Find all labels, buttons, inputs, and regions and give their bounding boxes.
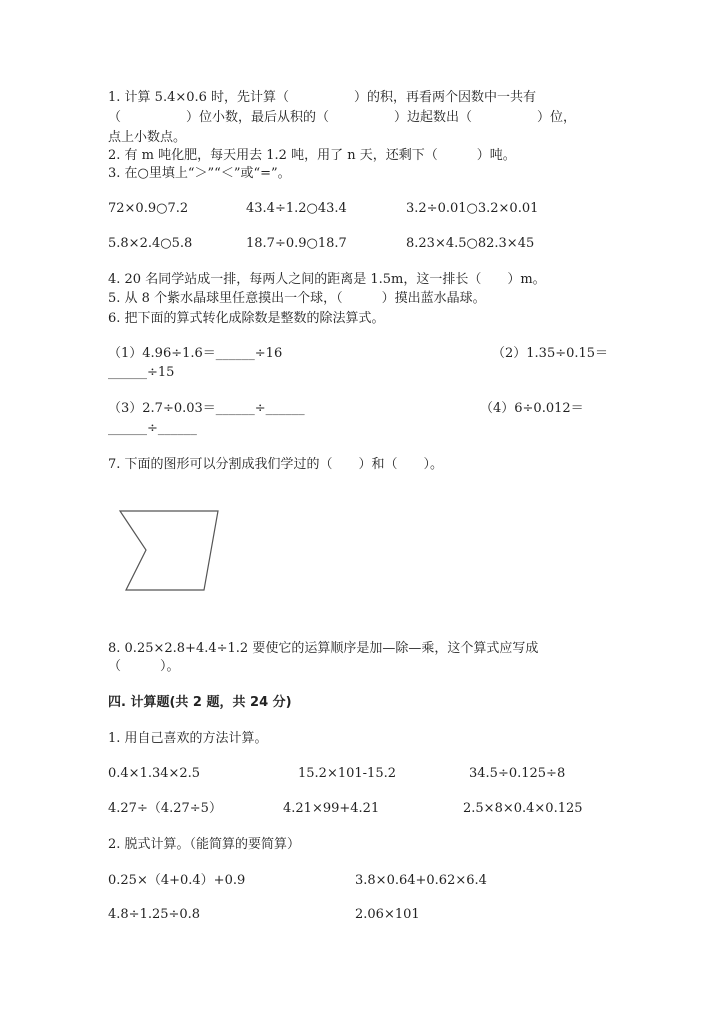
q3-r1-c2: 43.4÷1.2○43.4 bbox=[246, 201, 347, 216]
s2-r2-c2: 2.06×101 bbox=[355, 907, 420, 922]
q7-text: 7. 下面的图形可以分割成我们学过的（ ）和（ ）。 bbox=[108, 457, 444, 472]
q3-r2-c1: 5.8×2.4○5.8 bbox=[108, 236, 193, 251]
section4-heading: 四. 计算题(共 2 题，共 24 分) bbox=[108, 695, 292, 710]
q3-r1-c1: 72×0.9○7.2 bbox=[108, 201, 189, 216]
q1-line2: （ ）位小数，最后从积的（ ）边起数出（ ）位， bbox=[108, 110, 577, 125]
q1-line1: 1. 计算 5.4×0.6 时，先计算（ ）的积，再看两个因数中一共有 bbox=[108, 90, 537, 105]
s2-title: 2. 脱式计算。（能简算的要简算） bbox=[108, 837, 301, 852]
q7-polygon bbox=[120, 511, 218, 590]
s1-r2-c2: 4.21×99+4.21 bbox=[283, 801, 380, 816]
q3-r2-c3: 8.23×4.5○82.3×45 bbox=[406, 236, 535, 251]
q1-line3: 点上小数点。 bbox=[108, 130, 187, 145]
q2-text: 2. 有 m 吨化肥，每天用去 1.2 吨，用了 n 天，还剩下（ ）吨。 bbox=[108, 148, 516, 163]
s2-r1-c2: 3.8×0.64+0.62×6.4 bbox=[355, 873, 487, 888]
q6-part2: （2）1.35÷0.15＝ bbox=[492, 346, 609, 361]
q6-part2-cont: ______÷15 bbox=[108, 365, 175, 380]
q3-title: 3. 在○里填上“＞”“＜”或“=”。 bbox=[108, 166, 291, 181]
q3-r1-c3: 3.2÷0.01○3.2×0.01 bbox=[406, 201, 539, 216]
s2-r2-c1: 4.8÷1.25÷0.8 bbox=[108, 907, 201, 922]
q6-title: 6. 把下面的算式转化成除数是整数的除法算式。 bbox=[108, 311, 385, 326]
q8-line2: （ ）。 bbox=[108, 659, 180, 674]
q6-part3: （3）2.7÷0.03＝______÷______ bbox=[108, 401, 305, 416]
s1-title: 1. 用自己喜欢的方法计算。 bbox=[108, 731, 268, 746]
s1-r1-c2: 15.2×101-15.2 bbox=[298, 766, 396, 781]
q3-r2-c2: 18.7÷0.9○18.7 bbox=[246, 236, 347, 251]
s1-r2-c3: 2.5×8×0.4×0.125 bbox=[463, 801, 583, 816]
q4-text: 4. 20 名同学站成一排，每两人之间的距离是 1.5m，这一排长（ ）m。 bbox=[108, 272, 546, 287]
q6-part4-cont: ______÷______ bbox=[108, 421, 197, 436]
q5-text: 5. 从 8 个紫水晶球里任意摸出一个球，（ ）摸出蓝水晶球。 bbox=[108, 291, 486, 306]
s1-r2-c1: 4.27÷（4.27÷5） bbox=[108, 801, 222, 816]
s1-r1-c3: 34.5÷0.125÷8 bbox=[469, 766, 566, 781]
q8-line1: 8. 0.25×2.8+4.4÷1.2 要使它的运算顺序是加—除—乘，这个算式应写成 bbox=[108, 641, 539, 656]
s2-r1-c1: 0.25×（4+0.4）+0.9 bbox=[108, 873, 246, 888]
s1-r1-c1: 0.4×1.34×2.5 bbox=[108, 766, 201, 781]
q7-shape-figure bbox=[116, 506, 226, 596]
q6-part4: （4）6÷0.012＝ bbox=[480, 401, 584, 416]
q6-part1: （1）4.96÷1.6＝______÷16 bbox=[108, 346, 283, 361]
